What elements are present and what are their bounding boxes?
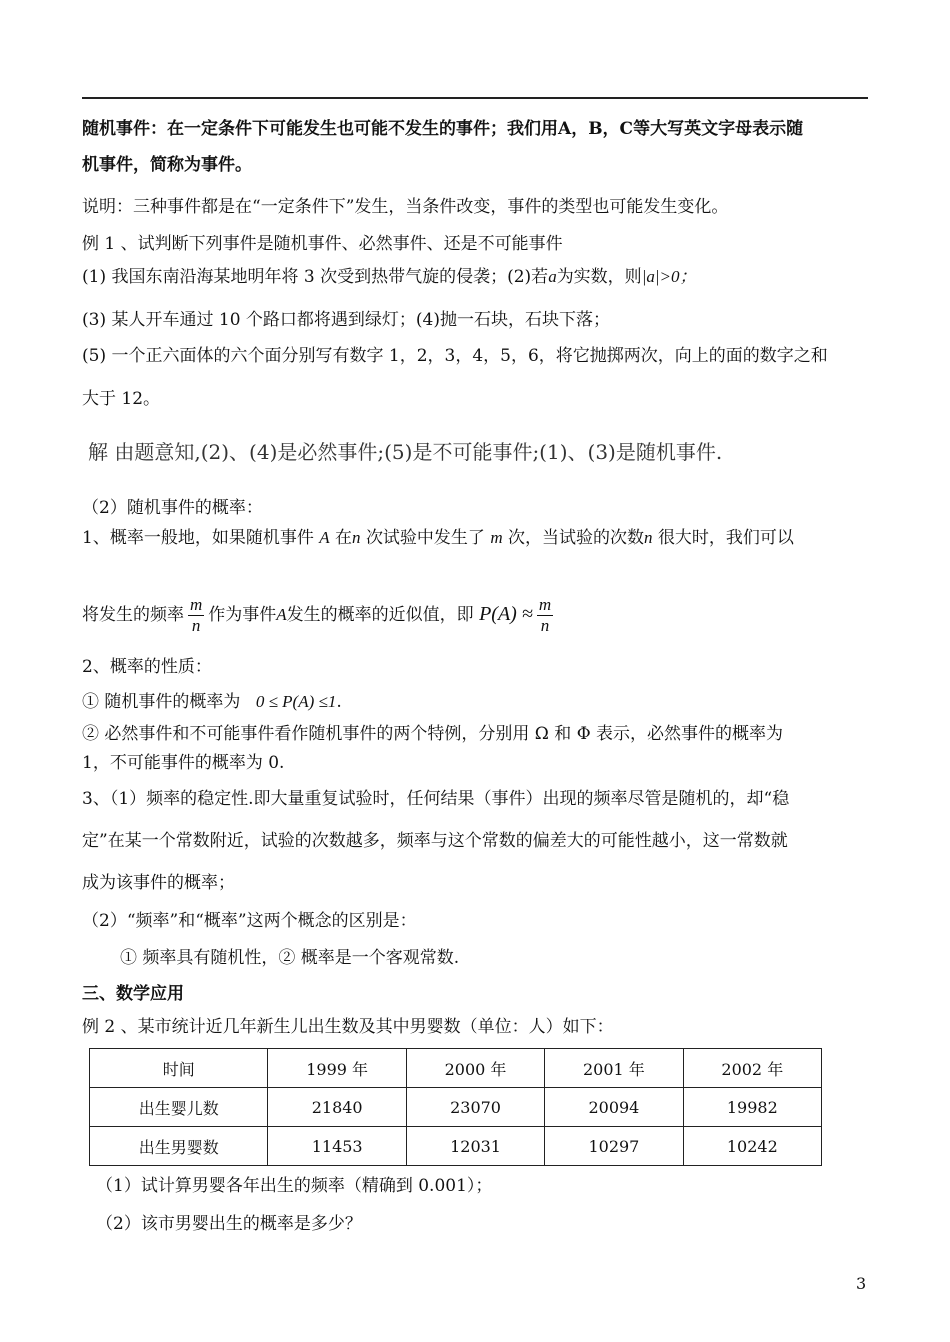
definition-line-2: 机事件，简称为事件。 (82, 155, 252, 175)
stability-line-1: 3、（1）频率的稳定性.即大量重复试验时，任何结果（事件）出现的频率尽管是随机的，却“稳 (82, 789, 790, 809)
var-a: a (548, 267, 557, 286)
example1-item-1-2 (82, 266, 697, 288)
section2-heading: （2）随机事件的概率： (82, 498, 263, 518)
var-m: m (490, 528, 503, 547)
example1-item-5-line-2: 大于 12。 (82, 389, 161, 409)
property-1 (82, 691, 342, 713)
table-header-cell: 2002 年 (683, 1049, 821, 1088)
approx-expression: P(A) ≈ (479, 603, 533, 625)
table-cell: 出生男婴数 (90, 1127, 268, 1166)
table-cell: 10297 (545, 1127, 683, 1166)
table-header-row (90, 1049, 822, 1088)
example1-item-3-4: (3) 某人开车通过 10 个路口都将遇到绿灯；(4)抛一石块，石块下落； (82, 310, 611, 330)
fraction-numerator-2: m (538, 595, 552, 614)
page-number: 3 (856, 1274, 867, 1293)
definition-line-1: 随机事件：在一定条件下可能发生也可能不发生的事件；我们用A，B，C等大写英文字母表示随 (82, 119, 804, 139)
p2-text-c: 发生的概率的近似值，即 (286, 605, 474, 625)
table-cell: 19982 (683, 1088, 821, 1127)
header-rule (82, 97, 868, 99)
example2-title: 例 2 、某市统计近几年新生儿出生数及其中男婴数（单位：人）如下： (82, 1017, 614, 1037)
example1-title: 例 1 、试判断下列事件是随机事件、必然事件、还是不可能事件 (82, 234, 563, 254)
table-cell: 21840 (268, 1088, 406, 1127)
table-header-cell: 2001 年 (545, 1049, 683, 1088)
fraction-denominator: n (191, 616, 201, 635)
item1-text-b: 为实数，则 (556, 267, 642, 287)
table-cell: 出生婴儿数 (90, 1088, 268, 1127)
fraction-numerator: m (190, 595, 203, 614)
note-text: 说明：三种事件都是在“一定条件下”发生，当条件改变，事件的类型也可能发生变化。 (82, 197, 729, 217)
p1-text-c: 次试验中发生了 (365, 528, 485, 548)
property-2-line-1: ② 必然事件和不可能事件看作随机事件的两个特例，分别用 Ω 和 Φ 表示，必然事件的概率为 (82, 724, 784, 744)
question-1: （1）试计算男婴各年出生的频率（精确到 0.001）； (96, 1176, 493, 1196)
table-header-cell: 1999 年 (268, 1049, 406, 1088)
example1-item-5-line-1: (5) 一个正六面体的六个面分别写有数字 1，2，3，4，5，6，将它抛掷两次，向上的面的数字之和 (82, 346, 828, 366)
prop1-inequality: 0 ≤ P(A) ≤1 (255, 692, 337, 711)
var-n: n (352, 528, 361, 547)
table-row (90, 1088, 822, 1127)
abs-expression: |a|>0； (641, 267, 697, 286)
var-n-2: n (644, 528, 653, 547)
property-2-line-2: 1，不可能事件的概率为 0. (82, 753, 285, 773)
item1-text-a: (1) 我国东南沿海某地明年将 3 次受到热带气旋的侵袭；(2)若 (82, 267, 549, 287)
prop1-text: ① 随机事件的概率为 (82, 692, 241, 712)
difference-items: ① 频率具有随机性，② 概率是一个客观常数. (120, 948, 460, 968)
section3-heading: 三、数学应用 (82, 984, 184, 1004)
table-header-cell: 时间 (90, 1049, 268, 1088)
table-cell: 12031 (406, 1127, 544, 1166)
p1-text-e: 很大时，我们可以 (657, 528, 794, 548)
p1-text-d: 次，当试验的次数 (508, 528, 645, 548)
properties-heading: 2、概率的性质： (82, 657, 212, 677)
stability-line-2: 定”在某一个常数附近，试验的次数越多，频率与这个常数的偏差大的可能性越小，这一常数就 (82, 831, 788, 851)
fraction-m-over-n (188, 595, 204, 636)
var-A-2: A (276, 605, 287, 624)
table-header-cell: 2000 年 (406, 1049, 544, 1088)
birth-data-table (89, 1048, 822, 1166)
table-cell: 11453 (268, 1127, 406, 1166)
p1-text-b: 在 (335, 528, 353, 548)
example1-solution: 解 由题意知,(2)、(4)是必然事件;(5)是不可能事件;(1)、(3)是随机事件. (88, 440, 723, 464)
question-2: （2）该市男婴出生的概率是多少？ (96, 1214, 362, 1234)
table-cell: 23070 (406, 1088, 544, 1127)
stability-line-3: 成为该事件的概率； (82, 873, 235, 893)
p2-text-b: 作为事件 (208, 605, 277, 625)
probability-definition-line-1 (82, 527, 794, 549)
difference-heading: （2）“频率”和“概率”这两个概念的区别是： (82, 911, 417, 931)
fraction-denominator-2: n (540, 616, 550, 635)
table-cell: 10242 (683, 1127, 821, 1166)
table-cell: 20094 (545, 1088, 683, 1127)
p1-text-a: 1、概率一般地，如果随机事件 (82, 528, 314, 548)
probability-definition-line-2 (82, 592, 557, 637)
var-A: A (319, 528, 330, 547)
fraction-m-over-n-2 (537, 595, 553, 636)
table-row (90, 1127, 822, 1166)
prop1-period: . (336, 692, 342, 712)
p2-text-a: 将发生的频率 (82, 605, 184, 625)
